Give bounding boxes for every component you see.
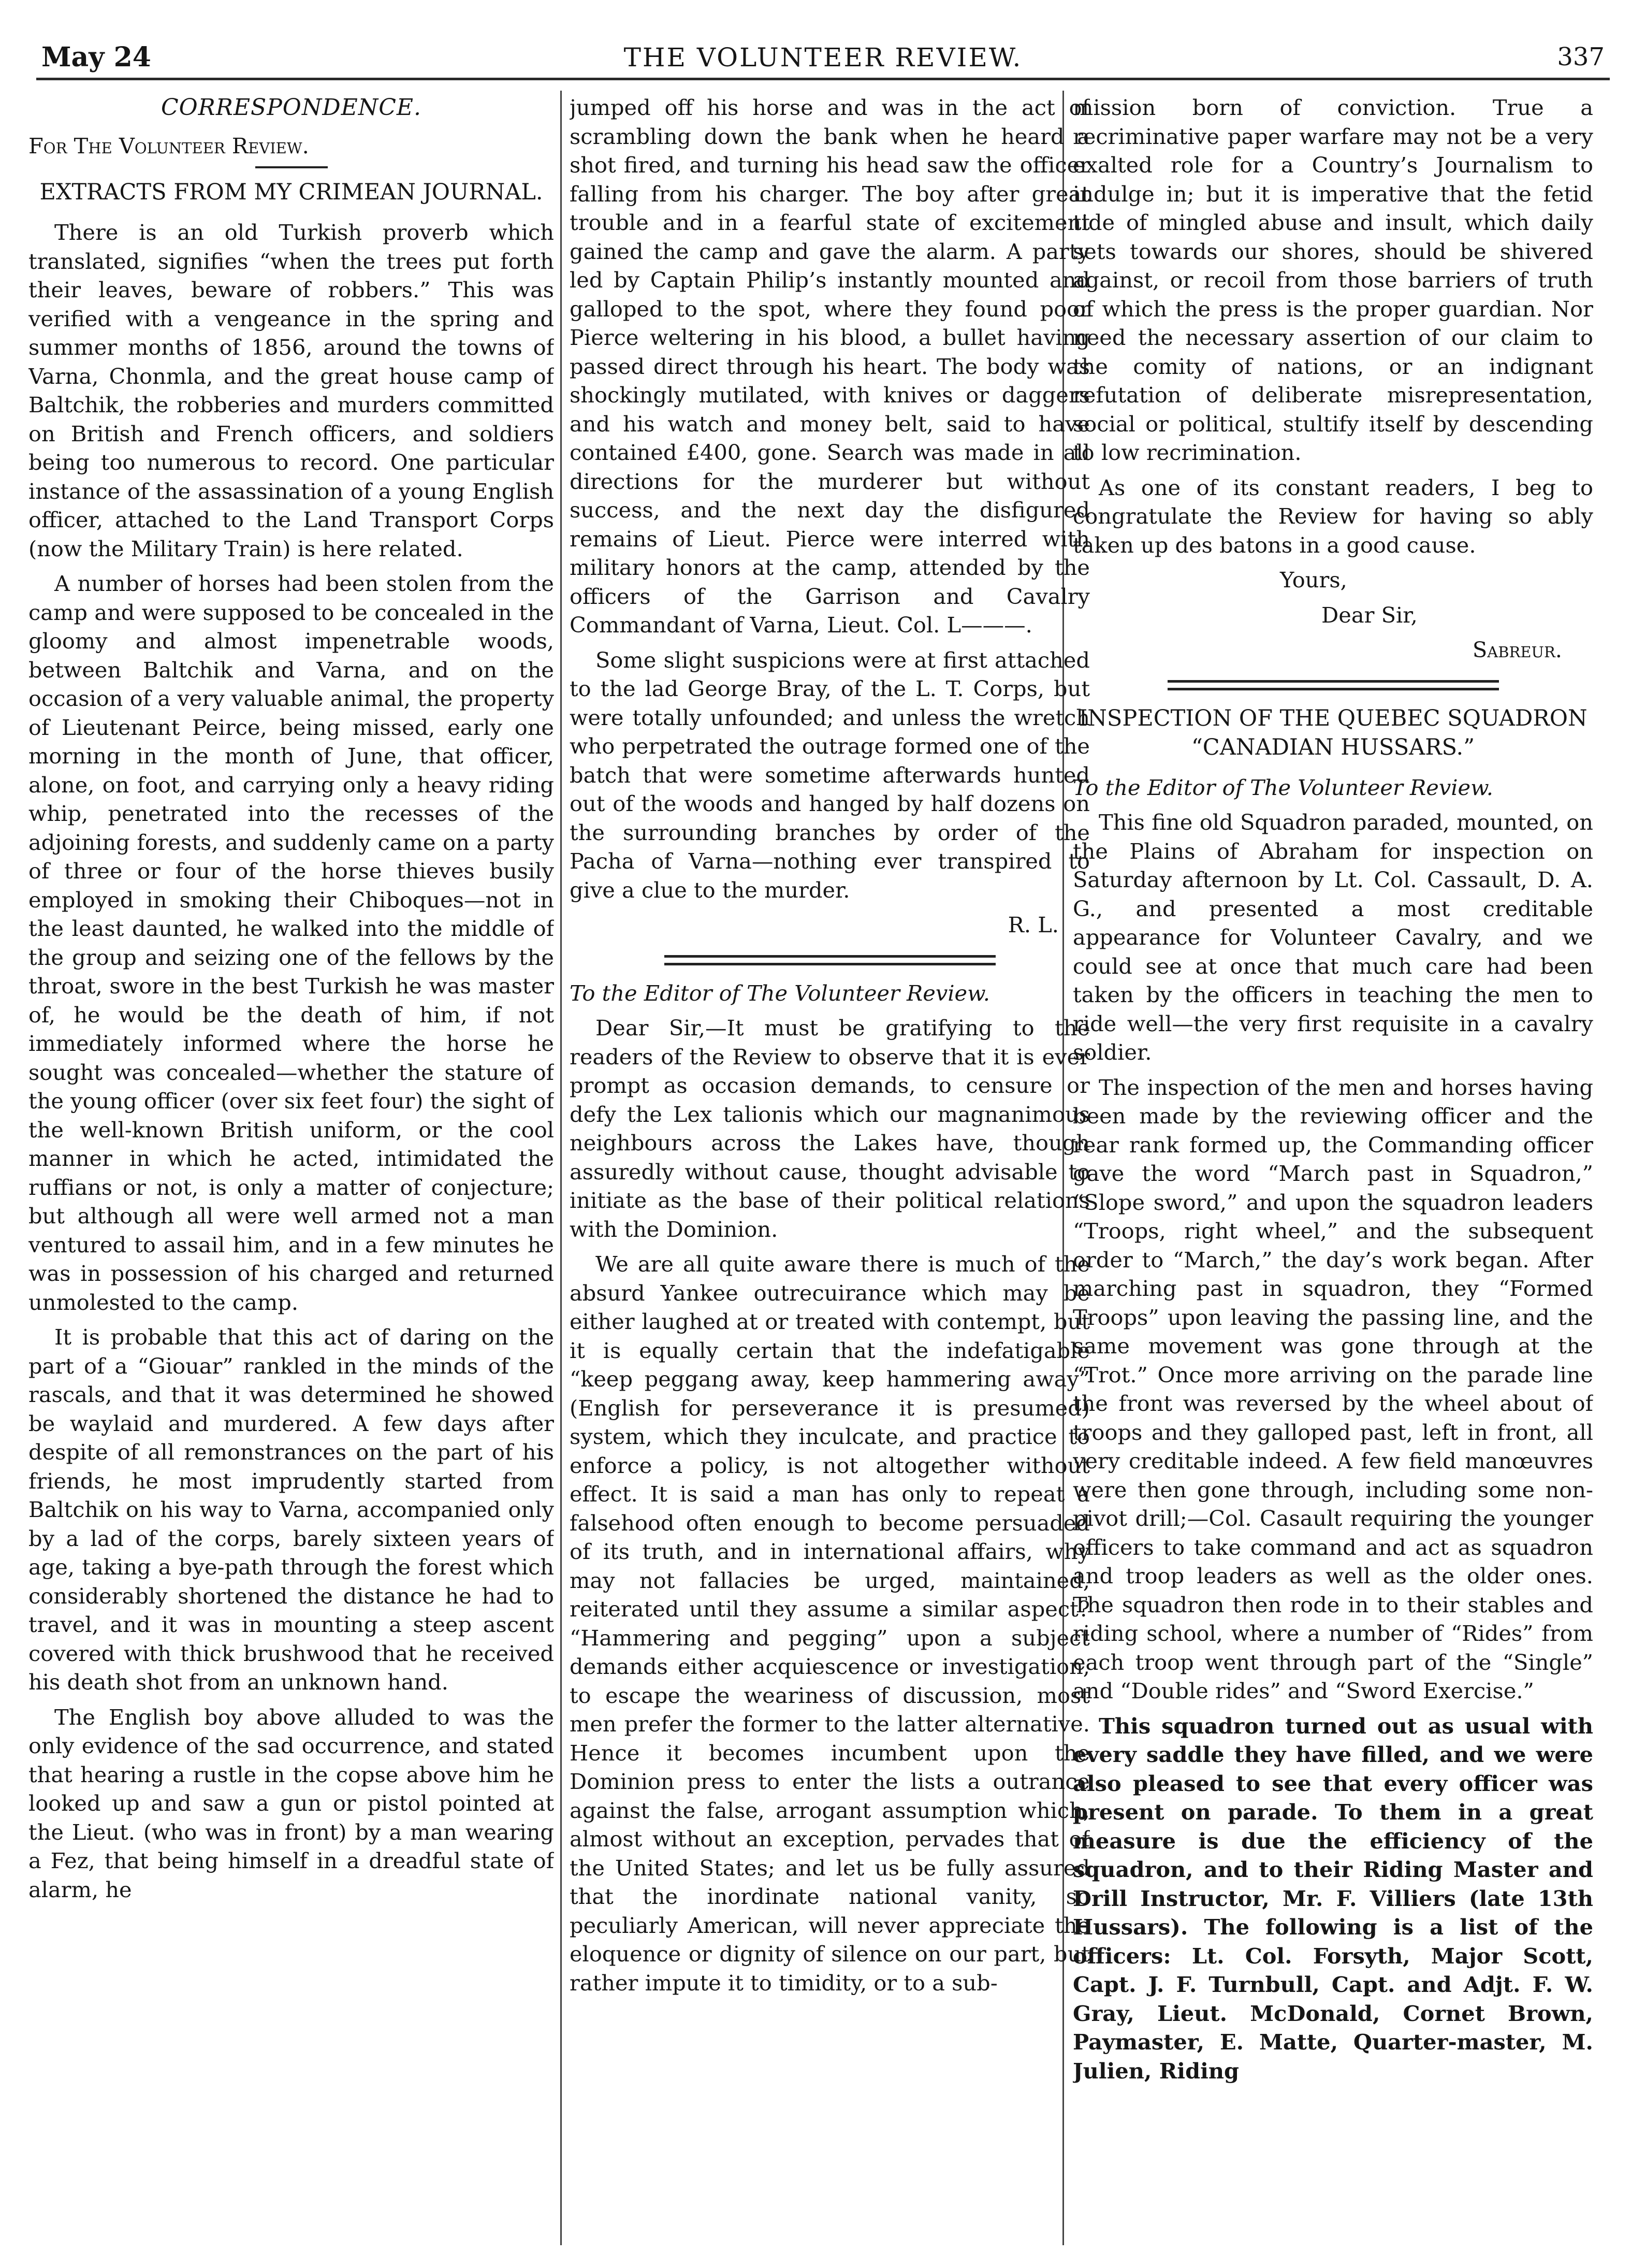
article-paragraph: The English boy above alluded to was the only evidence of the sad occurrence, and stated that hearing a rustle in the copse above him he looked up and saw a gun or pistol pointed at the Lieut. (who was in front) by a man wearing a Fez, that being himself in a dreadful state of alarm, he <box>28 1704 554 1902</box>
header-rule <box>36 78 1610 80</box>
article-paragraph: This squadron turned out as usual with every saddle they have filled, and we were also pleased to see that every officer was present on parade. To them in a great measure is due the efficiency of the squadron, and to their Riding Master and Drill Instructor, Mr. F. Villiers (late 13th Hussars). The following is a list of the officers: Lt. Col. Forsyth, Major Scott, Capt. J. F. Turnbull, Capt. and Adjt. F. W. Gray, Lieut. McDonald, Cornet Brown, Paymaster, E. Matte, Quarter-master, M. Julien, Riding <box>1073 1713 1593 2084</box>
signature: R. L. <box>1008 912 1059 937</box>
article-headline: EXTRACTS FROM MY CRIMEAN JOURNAL. <box>39 179 543 205</box>
article-paragraph: jumped off his horse and was in the act of scrambling down the bank when he heard a shot fired, and turning his head saw the officer falling from his charger. The boy after great trouble and in a fearful state of excitement gained the camp and gave the alarm. A party led by Captain Philip’s instantly mounted and galloped to the spot, where they found poor Pierce weltering in his blood, a bullet having passed direct through his heart. The body was shockingly mutilated, with knives or daggers and his watch and money belt, said to have contained £400, gone. Search was made in all directions for the murderer but without success, and the next day the disfigured remains of Lieut. Pierce were interred with military honors at the camp, attended by the officers of the Garrison and Cavalry Commandant of Varna, Lieut. Col. L———. <box>570 95 1090 638</box>
letter-paragraph: As one of its constant readers, I beg to congratulate the Review for having so ably taken up des batons in a good cause. <box>1073 474 1593 558</box>
letter-paragraph: We are all quite aware there is much of the absurd Yankee outrecuirance which may be either laughed at or treated with contempt, but it is equally certain that the indefatigable “keep peggang away, keep hammering away” (English for perseverance it is presumed) system, which they inculcate, and practice to enforce a policy, is not altogether without effect. It is said a man has only to repeat a falsehood often enough to become persuaded of its truth, and in international affairs, why may not fallacies be urged, maintained, reiterated until they assume a similar aspect? “Hammering and pegging” upon a subject demands either acquiescence or investigation, to escape the weariness of discussion, most men prefer the former to the latter alternative. Hence it becomes incumbent upon the Dominion press to enter the lists a outrance against the false, arrogant assumption which, almost without an exception, pervades that of the United States; and let us be fully assured that the inordinate national vanity, so peculiarly American, will never appreciate the eloquence or dignity of silence on our part, but rather impute it to timidity, or to a sub- <box>570 1251 1090 1996</box>
signature: Sabreur. <box>1472 637 1562 662</box>
letter-paragraph: Dear Sir,—It must be gratifying to the readers of the Review to observe that it is ever prompt as occasion demands, to censure or defy the Lex talionis which our magnanimous neighbours across the Lakes have, though assuredly without cause, thought advisable to initiate as the base of their political relations with the Dominion. <box>570 1015 1090 1242</box>
issue-date: May 24 <box>41 41 151 73</box>
short-rule <box>255 166 328 168</box>
article-paragraph: The inspection of the men and horses having been made by the reviewing officer and the rear rank formed up, the Commanding officer gave the word “March past in Squadron,” “Slope sword,” and upon the squadron leaders “Troops, right wheel,” and the subsequent order to “March,” the day’s work began. After marching past in squadron, they “Formed Troops” upon leaving the passing line, and the same movement was gone through at the “Trot.” Once more arriving on the parade line the front was reversed by the wheel about of troops and they galloped past, left in front, all very creditable indeed. A few field manœuvres were then gone through, including some non-pivot drill;—Col. Casault requiring the younger officers to take command and act as squadron and troop leaders as well as the older ones. The squadron then rode in to their stables and riding school, where a number of “Rides” from each troop went through part of the “Single” and “Double rides” and “Sword Exercise.” <box>1073 1074 1593 1703</box>
page-number: 337 <box>1557 42 1605 71</box>
article-paragraph: There is an old Turkish proverb which translated, signifies “when the trees put forth their leaves, beware of robbers.” This was verified with a vengeance in the spring and summer months of 1856, around the towns of Varna, Chonmla, and the great house camp of Baltchik, the robberies and murders committed on British and French officers, and soldiers being too numerous to record. One particular instance of the assassination of a young English officer, attached to the Land Transport Corps (now the Military Train) is here related. <box>28 220 554 561</box>
byline: For The Volunteer Review. <box>28 133 309 158</box>
article-paragraph: Some slight suspicions were at first attached to the lad George Bray, of the L. T. Corps, but were totally unfounded; and unless the wretch who perpetrated the outrage formed one of the batch that were sometime afterwards hunted out of the woods and hanged by half dozens on the surrounding branches by order of the Pacha of Varna—nothing ever transpired to give a clue to the murder. <box>570 647 1090 903</box>
section-title: CORRESPONDENCE. <box>161 94 422 121</box>
newspaper-title: THE VOLUNTEER REVIEW. <box>623 42 1023 73</box>
column-1 <box>28 93 554 2253</box>
letter-addressee: To the Editor of The Volunteer Review. <box>570 980 990 1006</box>
double-rule <box>1168 680 1499 690</box>
page-header <box>36 32 1610 79</box>
closing-dear: Dear Sir, <box>1321 602 1418 628</box>
article-paragraph: This fine old Squadron paraded, mounted, on the Plains of Abraham for inspection on Saturday afternoon by Lt. Col. Cassault, D. A. G., and presented a most creditable appearance for Volunteer Cavalry, and we could see at once that much care had been taken by the officers in teaching the men to ride well—the very first requisite in a cavalry soldier. <box>1073 810 1593 1065</box>
letter-addressee: To the Editor of The Volunteer Review. <box>1073 774 1493 800</box>
article-headline: INSPECTION OF THE QUEBEC SQUADRON “CANADIAN HUSSARS.” <box>1079 705 1587 760</box>
article-paragraph: A number of horses had been stolen from the camp and were supposed to be concealed in the gloomy and almost impenetrable woods, between Baltchik and Varna, and on the occasion of a very valuable animal, the property of Lieutenant Peirce, being missed, early one morning in the month of June, that officer, alone, on foot, and carrying only a heavy riding whip, penetrated into the recesses of the adjoining forests, and suddenly came on a party of three or four of the horse thieves busily employed in smoking their Chiboques—not in the least daunted, he walked into the middle of the group and seizing one of the fellows by the throat, swore in the best Turkish he was master of, he would be the death of him, if not immediately informed where the horse he sought was concealed—whether the stature of the young officer (over six feet four) the sight of the well-known British uniform, or the cool manner in which he acted, intimidated the ruffians or not, is only a matter of conjecture; but although all were well armed not a man ventured to assail him, and in a few minutes he was in possession of his charged and returned unmolested to the camp. <box>28 571 554 1315</box>
letter-paragraph: mission born of conviction. True a recriminative paper warfare may not be a very exalted role for a Country’s Journalism to indulge in; but it is imperative that the fetid tide of mingled abuse and insult, which daily sets towards our shores, should be shivered against, or recoil from those barriers of truth of which the press is the proper guardian. Nor need the necessary assertion of our claim to the comity of nations, or an indignant refutation of deliberate misrepresentation, social or political, stultify itself by descending to low recrimination. <box>1073 95 1593 465</box>
article-paragraph: It is probable that this act of daring on the part of a “Giouar” rankled in the minds of the rascals, and that it was determined he showed be waylaid and murdered. A few days after despite of all remonstrances on the part of his friends, he most imprudently started from Baltchik on his way to Varna, accompanied only by a lad of the corps, barely sixteen years of age, taking a bye-path through the forest which considerably shortened the distance he had to travel, and it was in mounting a steep ascent covered with thick brushwood that he received his death shot from an unknown hand. <box>28 1324 554 1695</box>
column-2 <box>570 93 1090 2253</box>
closing-yours: Yours, <box>1280 567 1347 593</box>
column-3 <box>1073 93 1593 2253</box>
column-divider <box>560 91 562 2245</box>
double-rule <box>664 955 996 965</box>
